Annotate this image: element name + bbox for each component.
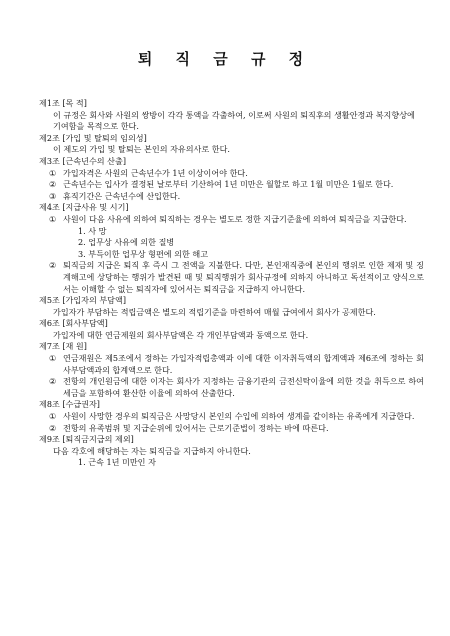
- article-heading: 제6조 [회사부담액]: [39, 318, 108, 329]
- clause-text: 전항의 개인원금에 대한 이자는 회사가 지정하는 금융기관의 금전신탁이율에 의한 것을 취득으로 하여 세금을 포함하여 환산한 이율에 의하여 산출한다.: [63, 376, 424, 398]
- article: [39, 318, 424, 341]
- sub-item: 2. 업무상 사유에 의한 질병: [78, 237, 175, 248]
- article: [39, 156, 424, 202]
- clause: [39, 423, 424, 435]
- article: [39, 295, 424, 318]
- document-title: 퇴 직 금 규 정: [137, 50, 313, 68]
- clause: [39, 353, 424, 376]
- article-paragraph: 가입자에 대한 연금제원의 회사부담액은 각 개인부담액과 동액으로 한다.: [53, 329, 309, 340]
- clause-number: ①: [49, 213, 57, 224]
- article-heading: 제9조 [퇴직금지급의 제외]: [39, 434, 134, 445]
- clause: [39, 260, 424, 295]
- clause: [39, 179, 424, 191]
- clause-text: 퇴직금의 지급은 퇴직 후 즉시 그 전액을 지불한다. 다만, 본인재직중에 본인의 행위로 인한 제재 및 징계해고에 상당하는 행위가 발견된 때 및 퇴직행위가 회사규정에 의하지 아니하고 독선적이고 양식으로서는 이해할 수 없는 퇴직자에 있어서는 퇴직금을 지급하지 아니한다.: [63, 260, 424, 294]
- clause-number: ①: [49, 353, 57, 364]
- clause-text: 가입자격은 사원의 근속년수가 1년 이상이어야 한다.: [63, 167, 248, 178]
- sub-item: 1. 근속 1년 미만인 자: [78, 457, 156, 468]
- article: [39, 434, 424, 469]
- article-heading: 제2조 [가입 및 탈퇴의 임의성]: [39, 132, 147, 143]
- article-heading: 제1조 [목 적]: [39, 98, 87, 108]
- clause-text: 사원이 사망한 경우의 퇴직금은 사망당시 본인의 수입에 의하여 생계를 같이하는 유족에게 지급한다.: [63, 411, 415, 422]
- clause: [39, 191, 424, 203]
- article-paragraph: 이 규정은 회사와 사원의 쌍방이 각각 통액을 각출하여, 이로써 사원의 퇴직후의 생활안정과 복지향상에 기여함을 목적으로 한다.: [53, 109, 415, 132]
- clause-number: ②: [49, 260, 57, 271]
- clause: [39, 168, 424, 180]
- clause-text: 휴직기간은 근속년수에 산입한다.: [63, 190, 181, 201]
- clause: [39, 214, 424, 226]
- article: [39, 202, 424, 295]
- article: [39, 133, 424, 156]
- clause-text: 전항의 유족범위 및 지급순위에 있어서는 근로기준법이 정하는 바에 따른다.: [63, 422, 329, 433]
- article: [39, 399, 424, 434]
- clause-number: ②: [49, 422, 57, 433]
- clause-number: ①: [49, 167, 57, 178]
- article-heading: 제3조 [근속년수의 산출]: [39, 155, 126, 166]
- clause: [39, 376, 424, 399]
- clause-number: ③: [49, 190, 57, 201]
- article-paragraph: 가입자가 부담하는 적립금액은 별도의 적립기준을 마련하여 매월 급여에서 회사가 공제한다.: [53, 306, 376, 317]
- clause-number: ②: [49, 376, 57, 387]
- article-heading: 제5조 [가입자의 부담액]: [39, 295, 126, 306]
- article-heading: 제4조 [지급사유 및 시기]: [39, 202, 129, 213]
- article: [39, 98, 424, 133]
- clause: [39, 411, 424, 423]
- article-heading: 제8조 [수급권자]: [39, 399, 100, 410]
- article-paragraph: 다음 각호에 해당하는 자는 퇴직금을 지급하지 아니한다.: [53, 445, 251, 456]
- clause-text: 근속년수는 입사가 결정된 날로부터 기산하여 1년 미만은 월할로 하고 1월 미만은 1월로 한다.: [63, 179, 394, 190]
- clause-number: ②: [49, 179, 57, 190]
- article-paragraph: 이 제도의 가입 및 탈퇴는 본인의 자유의사로 한다.: [53, 144, 230, 155]
- clause-number: ①: [49, 411, 57, 422]
- sub-item: 3. 부득이한 업무상 형편에 의한 해고: [78, 248, 209, 259]
- article: [39, 341, 424, 399]
- clause-text: 사원이 다음 사유에 의하여 퇴직하는 경우는 별도로 정한 지급기준율에 의하여 퇴직금을 지급한다.: [63, 213, 407, 224]
- sub-item: 1. 사 망: [78, 225, 107, 236]
- document-body: [39, 98, 424, 469]
- clause-text: 연금재원은 제5조에서 정하는 가입자적립총액과 이에 대한 이자취득액의 합계액과 제6조에 정하는 회사부담액과의 합계액으로 한다.: [63, 353, 424, 375]
- article-heading: 제7조 [재 원]: [39, 341, 87, 352]
